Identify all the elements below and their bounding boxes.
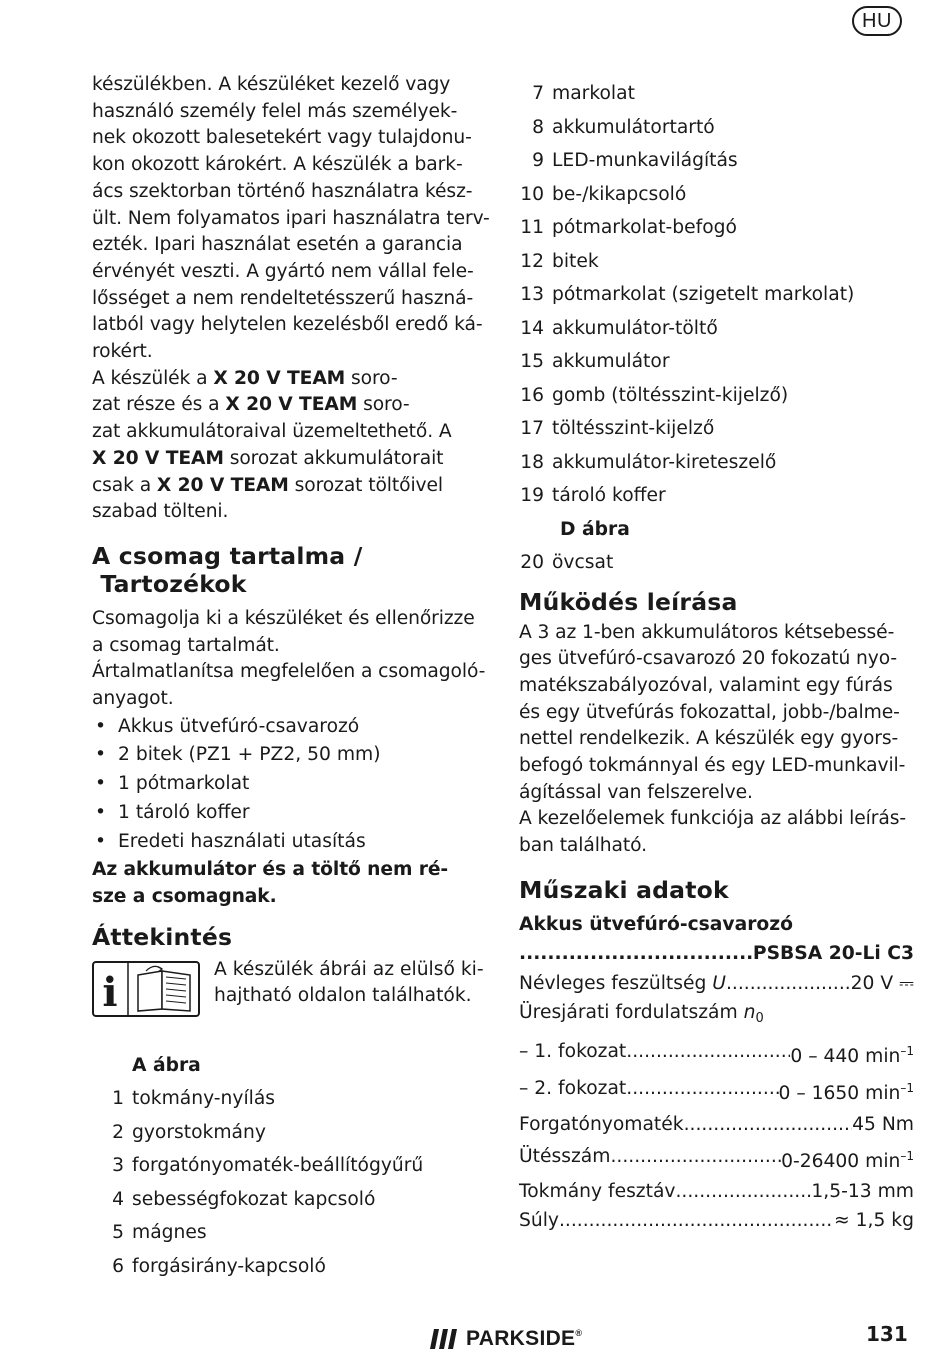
text-line: ágítással van felszerelve. bbox=[519, 781, 753, 803]
spec-gear1: – 1. fokozat ..... 0 – 440 $\min^{-1}$ bbox=[519, 1037, 914, 1072]
list-item: 10 be-/kikapcsoló bbox=[520, 183, 687, 205]
right-column bbox=[519, 77, 914, 1236]
package-note: Az akkumulátor és a töltő nem ré- sze a csomagnak. bbox=[92, 859, 449, 907]
text-line: X 20 V TEAM sorozat akkumulátorait bbox=[92, 447, 444, 469]
function-heading: Működés leírása bbox=[519, 587, 738, 616]
text-line: ban található. bbox=[519, 835, 647, 857]
intro-paragraph bbox=[92, 72, 492, 366]
overview-note bbox=[92, 957, 492, 1037]
text-line: nettel rendelkezik. A készülék egy gyors- bbox=[519, 728, 899, 750]
package-text: Ártalmatlanítsa megfelelően a csomagoló- bbox=[92, 661, 486, 683]
list-item: 5 mágnes bbox=[112, 1222, 207, 1244]
list-item: • Akkus ütvefúró-csavarozó bbox=[92, 713, 492, 742]
list-item: 6 forgásirány-kapcsoló bbox=[112, 1255, 326, 1277]
text-line: zat része és a X 20 V TEAM soro- bbox=[92, 394, 410, 416]
list-item: 1 tokmány-nyílás bbox=[112, 1088, 276, 1110]
brand-logo bbox=[430, 1326, 582, 1352]
spec-weight: Súly ..... ≈ 1,5 kg bbox=[519, 1206, 914, 1236]
text-line: szabad tölteni. bbox=[92, 501, 229, 523]
text-line: nek okozott balesetekért vagy tulajdonu- bbox=[92, 127, 472, 149]
text-line: ezték. Ipari használat esetén a garancia bbox=[92, 234, 463, 256]
product-name: Akkus ütvefúró-csavarozó bbox=[519, 913, 793, 935]
spec-idle-speed: Üresjárati fordulatszám $n_0$ bbox=[519, 1002, 764, 1027]
spec-gear2: – 2. fokozat ..... 0 – 1650 $\min^{-1}$ bbox=[519, 1074, 914, 1109]
list-item: 19 tároló koffer bbox=[520, 485, 666, 507]
overview-text: A készülék ábrái az elülső ki- hajtható oldalon találhatók. bbox=[214, 958, 484, 1007]
model-line: ..... PSBSA 20-Li C3 bbox=[519, 939, 914, 969]
text-line: érvényét veszti. A gyártó nem vállal fele- bbox=[92, 260, 474, 282]
list-item: 4 sebességfokozat kapcsoló bbox=[112, 1188, 376, 1210]
text-line: ges ütvefúró-csavarozó 20 fokozatú nyo- bbox=[519, 648, 898, 670]
list-item: 20 övcsat bbox=[520, 552, 614, 574]
language-badge: HU bbox=[852, 6, 902, 36]
text-line: ács szektorban történő használatra kész- bbox=[92, 180, 473, 202]
package-text: anyagot. bbox=[92, 688, 174, 710]
function-paragraph bbox=[519, 620, 914, 860]
parts-list-continued bbox=[519, 77, 914, 580]
text-line: A készülék a X 20 V TEAM soro- bbox=[92, 367, 398, 389]
brand-name: PARKSIDE® bbox=[466, 1327, 583, 1350]
package-list bbox=[92, 713, 492, 857]
list-item: 7 markolat bbox=[532, 83, 635, 105]
text-line: rokért. bbox=[92, 341, 153, 363]
list-item: 2 gyorstokmány bbox=[112, 1121, 266, 1143]
list-item: • 1 tároló koffer bbox=[92, 799, 492, 828]
text-line: befogó tokmánnyal és egy LED-munkavil- bbox=[519, 755, 906, 777]
list-item: 8 akkumulátortartó bbox=[532, 116, 715, 138]
text-line: ült. Nem folyamatos ipari használatra terv- bbox=[92, 207, 490, 229]
brand-stripes-icon bbox=[430, 1329, 460, 1349]
list-item: 15 akkumulátor bbox=[520, 351, 670, 373]
text-line: A kezelőelemek funkciója az alábbi leírás- bbox=[519, 808, 906, 830]
list-item: • 2 bitek (PZ1 + PZ2, 50 mm) bbox=[92, 741, 492, 770]
spec-impact-rate: Ütésszám ..... 0-26400 $\min^{-1}$ bbox=[519, 1142, 914, 1177]
list-item: 13 pótmarkolat (szigetelt markolat) bbox=[520, 284, 855, 306]
info-manual-icon bbox=[92, 961, 200, 1017]
list-item: • Eredeti használati utasítás bbox=[92, 828, 492, 857]
list-item: 18 akkumulátor-kireteszelő bbox=[520, 451, 777, 473]
spec-chuck-range: Tokmány fesztáv ..... 1,5-13 mm bbox=[519, 1177, 914, 1207]
parts-list-a bbox=[99, 1049, 492, 1284]
list-item: 16 gomb (töltésszint-kijelző) bbox=[520, 384, 789, 406]
package-text: Csomagolja ki a készüléket és ellenőrizze bbox=[92, 607, 475, 629]
figure-label: A ábra bbox=[132, 1054, 201, 1076]
list-item: 12 bitek bbox=[520, 250, 599, 272]
spec-voltage: Névleges feszültség U ..... 20 V ⎓ bbox=[519, 969, 914, 999]
text-line: csak a X 20 V TEAM sorozat töltőivel bbox=[92, 474, 443, 496]
figure-label: D ábra bbox=[560, 518, 630, 540]
page-number: 131 bbox=[866, 1322, 908, 1346]
svg-text:i: i bbox=[102, 968, 118, 1016]
overview-heading: Áttekintés bbox=[92, 922, 233, 951]
text-line: matékszabályozóval, valamint egy fúrás bbox=[519, 674, 893, 696]
spec-torque: Forgatónyomaték ..... 45 Nm bbox=[519, 1110, 914, 1140]
list-item: 17 töltésszint-kijelző bbox=[520, 418, 715, 440]
list-item: • 1 pótmarkolat bbox=[92, 770, 492, 799]
text-line: A 3 az 1-ben akkumulátoros kétsebessé- bbox=[519, 621, 895, 643]
list-item: 14 akkumulátor-töltő bbox=[520, 317, 718, 339]
package-heading: A csomag tartalma / Tartozékok bbox=[92, 541, 363, 598]
text-line: és egy ütvefúrás fokozattal, jobb-/balme- bbox=[519, 701, 900, 723]
text-line: készülékben. A készüléket kezelő vagy bbox=[92, 74, 451, 95]
series-paragraph bbox=[92, 366, 492, 526]
text-line: kon okozott károkért. A készülék a bark- bbox=[92, 154, 463, 176]
left-column bbox=[92, 72, 492, 1283]
text-line: zat akkumulátoraival üzemeltethető. A bbox=[92, 421, 452, 443]
text-line: lősséget a nem rendeltetésszerű haszná- bbox=[92, 287, 474, 309]
list-item: 3 forgatónyomaték-beállítógyűrű bbox=[112, 1155, 424, 1177]
tech-heading: Műszaki adatok bbox=[519, 875, 729, 904]
text-line: használó személy felel más személyek- bbox=[92, 100, 458, 122]
text-line: latból vagy helytelen kezelésből eredő ká- bbox=[92, 314, 483, 336]
package-text: a csomag tartalmát. bbox=[92, 634, 280, 656]
list-item: 11 pótmarkolat-befogó bbox=[520, 217, 737, 239]
list-item: 9 LED-munkavilágítás bbox=[532, 150, 738, 172]
